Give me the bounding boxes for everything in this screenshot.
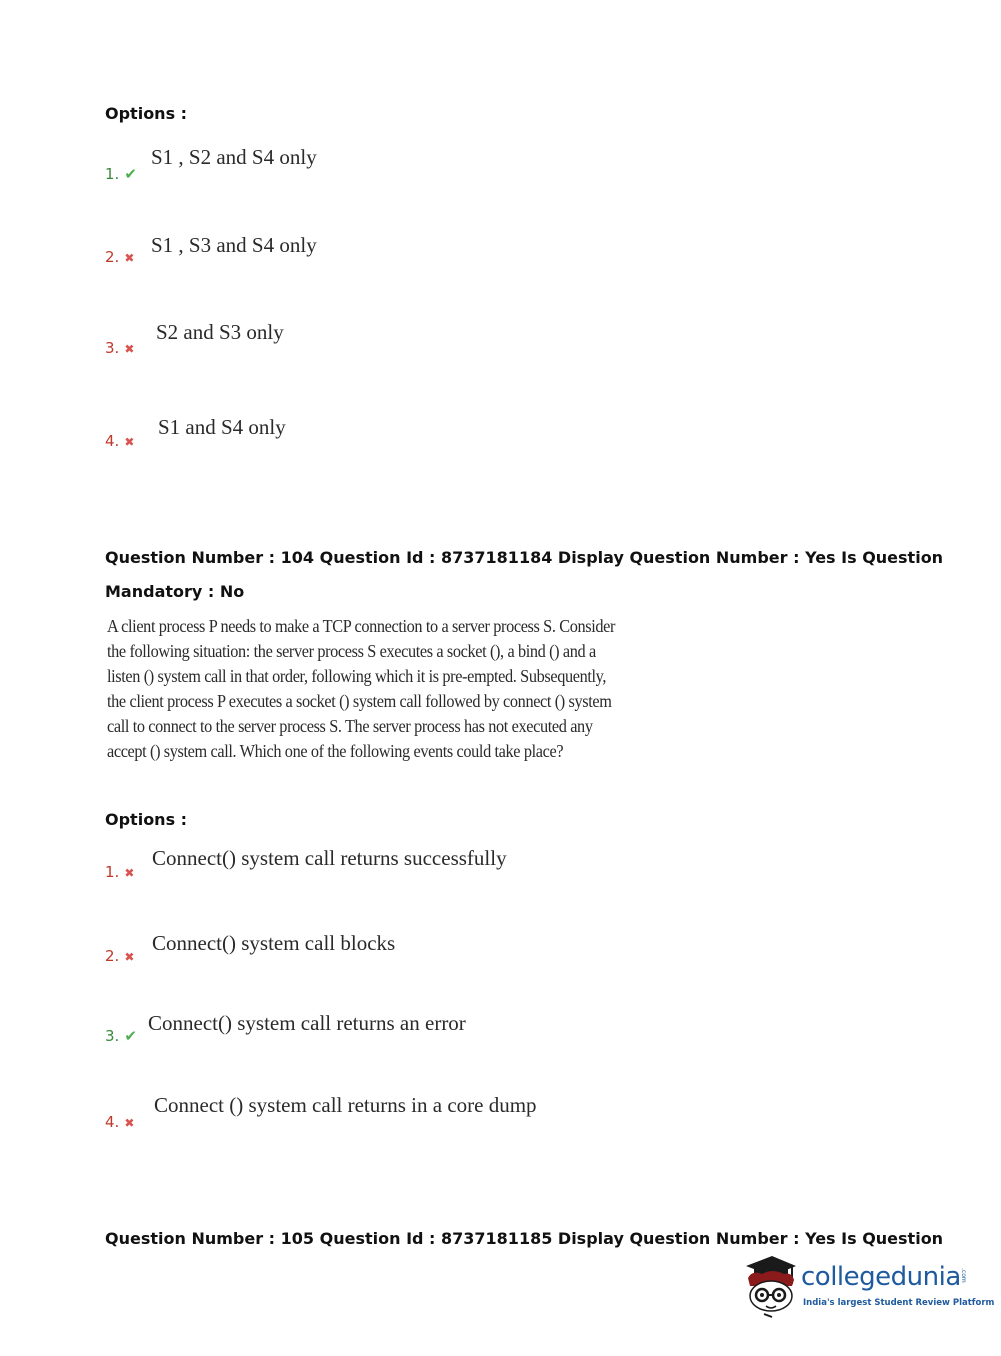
question-text-line: A client process P needs to make a TCP connection to a server process S. Consider (107, 616, 616, 636)
question-header: Question Number : 105 Question Id : 8737181185 Display Question Number : Yes Is Question (105, 1229, 944, 1248)
option-number: 2. ✖ (105, 947, 135, 965)
question-text-line: listen () system call in that order, following which it is pre-empted. Subsequently, (107, 666, 607, 686)
check-icon: ✔ (124, 1027, 137, 1045)
logo-suffix: .com (960, 1268, 967, 1283)
cross-icon: ✖ (124, 342, 135, 356)
option-number: 4. ✖ (105, 1113, 135, 1131)
option-number: 3. ✔ (105, 1027, 137, 1045)
logo-tagline: India's largest Student Review Platform (803, 1298, 995, 1308)
question-mandatory: Mandatory : No (105, 582, 245, 601)
question-text-line: call to connect to the server process S. The server process has not executed any (107, 716, 593, 736)
option-number: 2. ✖ (105, 248, 135, 266)
question-text-line: the following situation: the server process S executes a socket (), a bind () and a (107, 641, 596, 661)
option-text: Connect() system call returns an error (148, 1011, 466, 1035)
check-icon: ✔ (124, 165, 137, 183)
option-number: 1. ✔ (105, 165, 137, 183)
option-text: S1 , S2 and S4 only (151, 145, 317, 169)
option-text: Connect () system call returns in a core dump (154, 1093, 537, 1117)
cross-icon: ✖ (124, 1116, 135, 1130)
option-text: S1 , S3 and S4 only (151, 233, 317, 257)
option-number: 1. ✖ (105, 863, 135, 881)
option-text: Connect() system call returns successfully (152, 846, 507, 870)
question-text (107, 614, 628, 764)
cross-icon: ✖ (124, 435, 135, 449)
option-text: Connect() system call blocks (152, 931, 396, 955)
question-text-line: the client process P executes a socket () system call followed by connect () system (107, 691, 612, 711)
option-number: 4. ✖ (105, 432, 135, 450)
cross-icon: ✖ (124, 950, 135, 964)
mascot-icon (742, 1252, 798, 1318)
logo-name: collegedunia (801, 1262, 961, 1292)
cross-icon: ✖ (124, 251, 135, 265)
cross-icon: ✖ (124, 866, 135, 880)
options-label: Options : (105, 810, 188, 829)
option-text: S1 and S4 only (158, 415, 286, 439)
options-label: Options : (105, 104, 188, 123)
brand-logo (742, 1252, 995, 1322)
question-text-line: accept () system call. Which one of the following events could take place? (107, 741, 564, 761)
option-number: 3. ✖ (105, 339, 135, 357)
option-text: S2 and S3 only (156, 320, 284, 344)
question-header: Question Number : 104 Question Id : 8737181184 Display Question Number : Yes Is Question (105, 548, 944, 567)
